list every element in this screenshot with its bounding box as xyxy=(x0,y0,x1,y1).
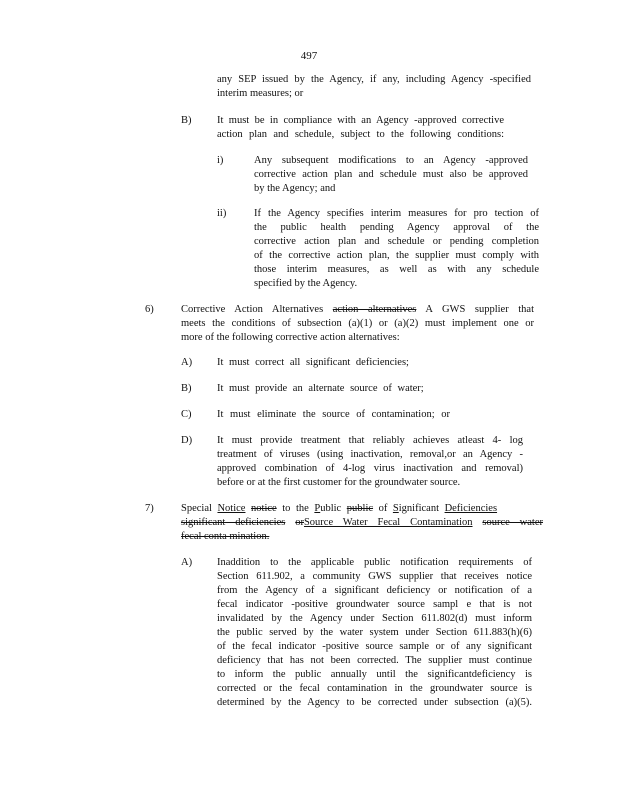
item-label: C) xyxy=(181,409,192,420)
item-7-heading xyxy=(181,502,543,544)
continuation-paragraph xyxy=(217,73,531,101)
text-line: fecal indicator -positive groundwater source sampl e that is not xyxy=(217,599,532,610)
page-number: 497 xyxy=(300,50,318,62)
text-line: any SEP issued by the Agency, if any, including Agency -specified xyxy=(217,74,531,85)
item-6d-paragraph xyxy=(217,434,523,490)
text-line: invalidated by the Agency under Section 611.802(d) must inform xyxy=(217,613,532,624)
text-line xyxy=(181,516,543,530)
text-line: specified by the Agency. xyxy=(254,278,358,289)
text-line: approved combination of 4-log virus inactivation and removal) xyxy=(217,463,523,474)
text-line: If the Agency specifies interim measures for pro tection of xyxy=(254,208,539,219)
text-line: those interim measures, as well as with any schedule xyxy=(254,264,539,275)
text-line xyxy=(181,502,497,516)
text-line: by the Agency; and xyxy=(254,183,336,194)
inserted-text: Notice xyxy=(217,503,246,514)
text-line: Any subsequent modifications to an Agency -approved xyxy=(254,155,528,166)
text-line: It must provide treatment that reliably achieves atleast 4- log xyxy=(217,435,523,446)
deleted-text: public xyxy=(346,503,374,514)
text-line: corrected or the fecal contamination in the groundwater source is xyxy=(217,683,532,694)
section-title: Corrective Action Alternatives xyxy=(181,304,324,315)
text-line: the public health pending Agency approval of the xyxy=(254,222,539,233)
item-6a-text xyxy=(217,356,409,370)
text-span: to the xyxy=(282,503,309,514)
text-line: treatment of viruses (using inactivation, removal,or an Agency - xyxy=(217,449,523,460)
item-6c-text xyxy=(217,408,450,422)
text-line: Section 611.902, a community GWS supplier that receives notice xyxy=(217,571,532,582)
text-line: the public served by the water system under Section 611.883(h)(6) xyxy=(217,627,532,638)
item-label: B) xyxy=(181,115,192,126)
item-label: ii) xyxy=(217,208,227,219)
text-line: It must correct all significant deficiencies; xyxy=(217,357,409,368)
text-line: deficiency that has not been corrected. The supplier must continue xyxy=(217,655,532,666)
deleted-text: notice xyxy=(251,503,277,514)
text-line: It must provide an alternate source of water; xyxy=(217,383,424,394)
text-span: ignificant xyxy=(398,503,439,514)
item-label: 7) xyxy=(145,503,154,514)
deleted-text: action alternatives xyxy=(332,304,417,315)
item-label: D) xyxy=(181,435,193,446)
text-line: action plan and schedule, subject to the following conditions: xyxy=(217,129,504,140)
text-line: from the Agency of a significant deficiency or notification of a xyxy=(217,585,532,596)
text-line: corrective action plan and schedule must also be approved xyxy=(254,169,528,180)
text-line xyxy=(181,303,534,317)
text-span: A GWS supplier that xyxy=(425,304,535,315)
text-line: more of the following corrective action alternatives: xyxy=(181,332,400,343)
item-label: 6) xyxy=(145,304,154,315)
text-line: of the corrective action plan, the supplier must comply with xyxy=(254,250,539,261)
text-line: corrective action plan and schedule or pending completion xyxy=(254,236,539,247)
text-line: of the fecal indicator -positive source sample or of any significant xyxy=(217,641,532,652)
inserted-text: Source Water Fecal Contamination xyxy=(303,517,473,528)
text-span: ublic xyxy=(320,503,342,514)
text-line: interim measures; or xyxy=(217,88,304,99)
text-line: to inform the public annually until the significantdeficiency is xyxy=(217,669,532,680)
text-line xyxy=(181,530,543,544)
inserted-text: Deficiencies xyxy=(444,503,498,514)
item-b-paragraph xyxy=(217,114,504,142)
deleted-text: significant deficiencies xyxy=(181,517,286,528)
text-line: meets the conditions of subsection (a)(1) or (a)(2) must implement one or xyxy=(181,318,534,329)
inserted-text: P xyxy=(314,503,321,514)
item-label: i) xyxy=(217,155,224,166)
text-line: Inaddition to the applicable public notification requirements of xyxy=(217,557,532,568)
item-b-ii-paragraph xyxy=(254,207,539,291)
item-label: A) xyxy=(181,357,193,368)
item-7a-paragraph xyxy=(217,556,532,710)
text-span: of xyxy=(378,503,388,514)
text-line: It must eliminate the source of contamination; or xyxy=(217,409,450,420)
item-6-paragraph xyxy=(181,303,534,345)
text-line: It must be in compliance with an Agency -approved corrective xyxy=(217,115,504,126)
text-line: determined by the Agency to be corrected under subsection (a)(5). xyxy=(217,697,532,708)
item-label: B) xyxy=(181,383,192,394)
item-label: A) xyxy=(181,557,193,568)
deleted-text: or xyxy=(295,517,304,528)
item-b-i-paragraph xyxy=(254,154,528,196)
deleted-text: source water xyxy=(482,517,543,528)
deleted-text: fecal conta mination. xyxy=(181,531,270,542)
inserted-text: S xyxy=(392,503,399,514)
item-6b-text xyxy=(217,382,424,396)
text-line: before or at the first customer for the groundwater source. xyxy=(217,477,461,488)
text-span: Special xyxy=(181,503,212,514)
